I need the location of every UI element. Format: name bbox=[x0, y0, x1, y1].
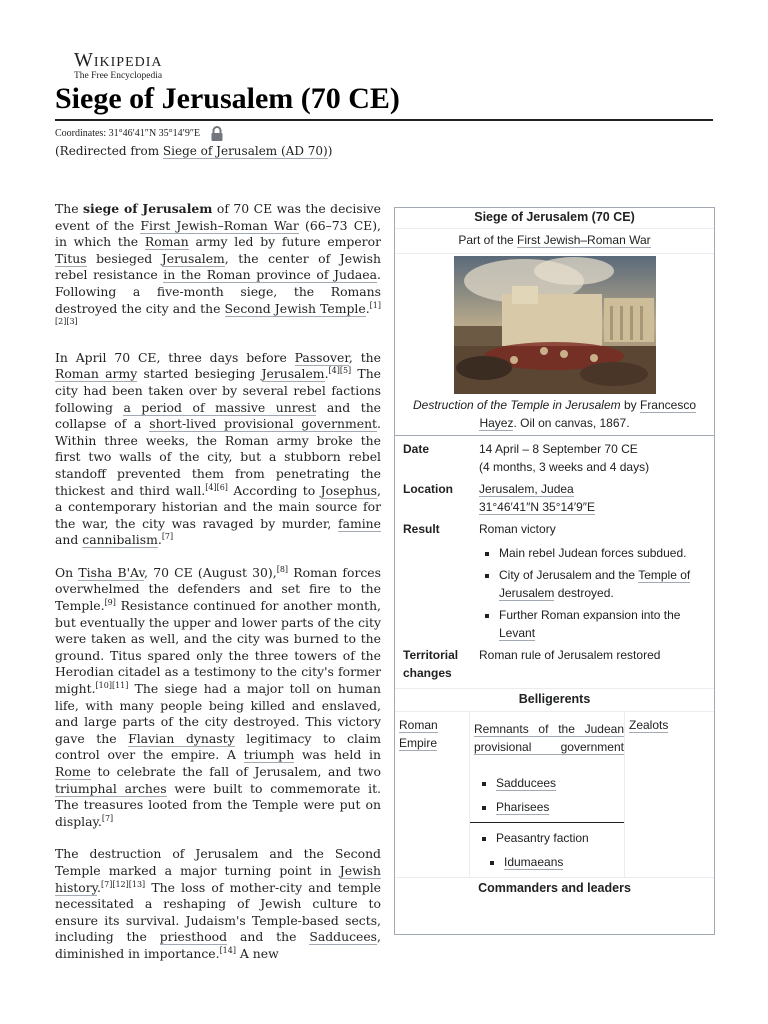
infobox-title: Siege of Jerusalem (70 CE) bbox=[395, 208, 714, 229]
link-province-judaea[interactable]: in the Roman province of Judaea bbox=[163, 267, 378, 283]
article-body bbox=[55, 201, 381, 979]
link-rome[interactable]: Rome bbox=[55, 764, 91, 779]
paragraph-3: On Tisha B'Av, 70 CE (August 30),[8] Roman forces overwhelmed the defenders and set fire to the Temple.[9] Resistance continued for another month, but eventually the upper and lower parts of the city were taken as well, and the city was burned to the ground. Titus spared only the three towers of the Herodian citadel as a testimony to the city's former might.[10][11] The siege had a major toll on human life, with many people being killed and enslaved, and large parts of the city destroyed. This victory gave the Flavian dynasty legitimacy to claim control over the empire. A triumph was held in Rome to celebrate the fall of Jerusalem, and two triumphal arches were built to commemorate it. The treasures looted from the Temple were put on display.[7] bbox=[55, 564, 382, 829]
link-pharisees[interactable]: Pharisees bbox=[496, 800, 550, 814]
result-label: Result bbox=[403, 522, 440, 536]
link-sadducees-infobox[interactable]: Sadducees bbox=[496, 776, 557, 790]
citation[interactable]: [7][12][13] bbox=[100, 879, 146, 889]
link-zealots[interactable]: Zealots bbox=[629, 718, 669, 732]
link-triumph[interactable]: triumph bbox=[243, 747, 295, 763]
citation[interactable]: [1][2][3] bbox=[55, 300, 382, 327]
result-value: Roman victory ▪ Main rebel Judean forces subdued. ▪ City of Jerusalem and the Temple of Jerusalem destroyed. ▪ Further Roman expansion into the Levant bbox=[479, 520, 714, 646]
row-territorial bbox=[395, 646, 714, 682]
paragraph-4: The destruction of Jerusalem and the Second Temple marked a major turning point in Jewish history.[7][12][13] The loss of mother-city and temple necessitated a reshaping of Jewish culture to ensure its survival. Judaism's Temple-based sects, including the priesthood and the Sadducees, diminished in importance.[14] A new bbox=[55, 846, 381, 961]
list-item: ▪ Peasantry faction bbox=[496, 829, 624, 847]
peasant-factions-list bbox=[474, 829, 624, 871]
link-unrest[interactable]: a period of massive unrest bbox=[123, 399, 317, 415]
page-title: Siege of Jerusalem (70 CE) bbox=[55, 82, 400, 115]
link-levant[interactable]: Levant bbox=[499, 626, 536, 640]
link-roman-army[interactable]: Roman army bbox=[55, 366, 138, 382]
link-sadducees[interactable]: Sadducees bbox=[309, 929, 378, 945]
title-divider bbox=[55, 119, 713, 121]
belligerents-table bbox=[395, 711, 714, 877]
lock-icon bbox=[210, 126, 224, 142]
link-first-jewish-roman-war[interactable]: First Jewish–Roman War bbox=[140, 217, 299, 233]
redirect-link[interactable]: Siege of Jerusalem (AD 70) bbox=[162, 144, 328, 158]
link-roman[interactable]: Roman bbox=[144, 234, 189, 250]
paragraph-2: In April 70 CE, three days before Passover, the Roman army started besieging Jerusalem.[4][5] The city had been taken over by several rebel factions following a period of massive unrest and the collapse of a short-lived provisional government. Within three weeks, the Roman army broke the first two walls of the city, but a stubborn rebel standoff prevented them from penetrating the thickest and third wall.[4][6] According to Josephus, a contemporary historian and the main source for the war, the city was ravaged by murder, famine and cannibalism.[7] bbox=[55, 349, 382, 548]
bold-term: siege of Jerusalem bbox=[83, 201, 213, 216]
link-francesco-hayez[interactable]: Francesco Hayez bbox=[479, 398, 697, 430]
link-first-jewish-roman-war-infobox[interactable]: First Jewish–Roman War bbox=[517, 233, 651, 247]
wikipedia-logo[interactable] bbox=[74, 50, 163, 82]
citation[interactable]: [14] bbox=[219, 945, 236, 955]
coordinates-line bbox=[55, 126, 224, 142]
list-item bbox=[496, 798, 624, 816]
infobox-divider bbox=[395, 435, 714, 436]
location-value bbox=[479, 480, 714, 516]
list-item: ▪ Main rebel Judean forces subdued. bbox=[499, 544, 714, 562]
commanders-header: Commanders and leaders bbox=[395, 877, 714, 900]
infobox bbox=[394, 207, 715, 935]
link-titus[interactable]: Titus bbox=[55, 250, 87, 266]
belligerent-zealots bbox=[625, 712, 714, 877]
link-jerusalem[interactable]: Jerusalem bbox=[161, 250, 225, 266]
faction-divider bbox=[470, 822, 624, 823]
link-triumphal-arches[interactable]: triumphal arches bbox=[55, 780, 167, 796]
link-jerusalem-judea[interactable]: Jerusalem, Judea bbox=[479, 482, 574, 496]
row-date bbox=[395, 440, 714, 476]
link-temple-of-jerusalem[interactable]: Temple of Jerusalem bbox=[499, 568, 691, 600]
link-tisha-bav[interactable]: Tisha B'Av bbox=[78, 564, 145, 580]
coordinates-text[interactable]: Coordinates: 31°46′41″N 35°14′9″E bbox=[55, 128, 201, 139]
wikipedia-wordmark: Wikipedia bbox=[74, 49, 163, 71]
link-passover[interactable]: Passover bbox=[294, 349, 349, 365]
date-value: 14 April – 8 September 70 CE (4 months, 3 weeks and 4 days) bbox=[479, 442, 650, 474]
row-result bbox=[395, 520, 714, 646]
link-josephus[interactable]: Josephus bbox=[320, 482, 378, 498]
citation[interactable]: [7] bbox=[101, 813, 114, 823]
link-flavian-dynasty[interactable]: Flavian dynasty bbox=[128, 730, 235, 746]
redirect-suffix: ) bbox=[327, 144, 333, 158]
result-list bbox=[479, 544, 714, 642]
link-cannibalism[interactable]: cannibalism bbox=[82, 532, 158, 548]
infobox-part-of: Part of the First Jewish–Roman War bbox=[395, 229, 714, 254]
citation[interactable]: [4][6] bbox=[205, 482, 228, 492]
wikipedia-tagline: The Free Encyclopedia bbox=[74, 71, 163, 81]
link-famine[interactable]: famine bbox=[338, 515, 381, 531]
belligerents-header: Belligerents bbox=[395, 688, 714, 711]
territorial-label: Territorial changes bbox=[403, 648, 459, 680]
belligerent-roman bbox=[395, 712, 470, 877]
row-location bbox=[395, 480, 714, 516]
painting-image[interactable] bbox=[454, 256, 656, 394]
list-item: ▪ Further Roman expansion into the Levant bbox=[499, 606, 714, 642]
judean-factions-list bbox=[474, 774, 624, 816]
link-priesthood[interactable]: priesthood bbox=[159, 929, 228, 945]
redirect-prefix: (Redirected from bbox=[55, 144, 163, 158]
citation[interactable]: [7] bbox=[161, 532, 174, 542]
list-item: ▪ City of Jerusalem and the Temple of Jerusalem destroyed. bbox=[499, 566, 714, 602]
list-item bbox=[496, 774, 624, 792]
citation[interactable]: [4][5] bbox=[328, 366, 352, 376]
location-label: Location bbox=[403, 482, 453, 496]
citation[interactable]: [10][11] bbox=[95, 680, 129, 690]
link-second-temple[interactable]: Second Jewish Temple bbox=[224, 300, 366, 316]
link-idumaeans[interactable]: Idumaeans bbox=[504, 855, 564, 869]
territorial-value: Roman rule of Jerusalem restored bbox=[479, 648, 661, 662]
list-item bbox=[504, 853, 624, 871]
citation[interactable]: [8] bbox=[276, 564, 289, 574]
link-jewish-history[interactable]: Jewish history bbox=[55, 862, 381, 895]
link-jerusalem-2[interactable]: Jerusalem bbox=[261, 366, 325, 382]
link-location-coords[interactable]: 31°46′41″N 35°14′9″E bbox=[479, 500, 596, 514]
belligerent-judean bbox=[470, 712, 625, 877]
date-label: Date bbox=[403, 442, 430, 456]
link-remnants-government[interactable]: Remnants of the Judean provisional government bbox=[474, 722, 624, 754]
redirect-notice bbox=[55, 143, 332, 159]
link-provisional-government[interactable]: short-lived provisional government bbox=[149, 416, 378, 432]
paragraph-1: The siege of Jerusalem of 70 CE was the decisive event of the First Jewish–Roman War (66–73 CE), in which the Roman army led by future emperor Titus besieged Jerusalem, the center of Jewish rebel resistance in the Roman province of Judaea. Following a five-month siege, the Romans destroyed the city and the Second Jewish Temple.[1][2][3] bbox=[55, 201, 382, 327]
link-roman-empire[interactable]: Roman Empire bbox=[399, 718, 438, 750]
painting-caption: Destruction of the Temple in Jerusalem by Francesco Hayez. Oil on canvas, 1867. bbox=[412, 398, 697, 430]
citation[interactable]: [9] bbox=[104, 597, 116, 607]
